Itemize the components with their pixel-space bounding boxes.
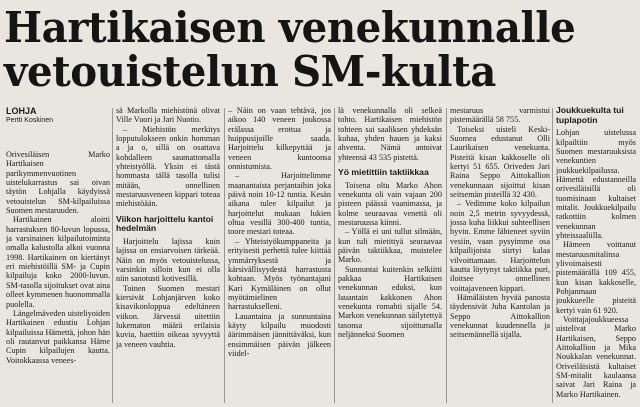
paragraph: Toisena oltu Marko Ahon venekunta oli vain vajaan 200 pisteen päässä vaanimassa, ja kolme seuraavaa venettä oli mestaruussa kiinni. xyxy=(338,180,442,228)
paragraph: Harjoittelu lajissa kuin lajissa on ensiarvoisen tärkeää. Näin on myös vetouistelussa, varsinkin silloin kun ei olla niin sanotusti kotivesillä. xyxy=(116,236,220,284)
paragraph: Sunnuntai kuitenkin selkiitti pakkaa Hartikaisen venekunnan eduksi, kun lauantain kakkonen Ahon venekunta romahti sijalle 54. Markon venekunnan säilytettyä tasonsa sijoittumalla neljänneksi Suomen xyxy=(338,264,442,340)
column-divider xyxy=(334,108,335,403)
paragraph: Hartikainen aloitti harrastuksen 80-luvun lopussa, ja varsinainen kilpailutoiminta omalla kalustolla alkoi vuonna 1998. Hartikainen on kiertänyt eri miehistöillä SM- ja Cupin kilpailuja koko 2000-luvun. SM-tasolla sijoitukset ovat aina olleet kymmenen huonommalla puolella. xyxy=(6,215,110,309)
byline-author: Pertti Koskinen xyxy=(6,117,54,124)
paragraph: – Yhteistyökumppaneita ja erityisesti perhettä tulee kiittää ymmärryksestä ja kärsivällisyydestä harrastusta kohtaan. Myös työnantajani Kari Kymäläinen on ollut myötämielinen harrastukselleni. xyxy=(228,236,331,312)
article-column-4 xyxy=(338,106,442,405)
subheading: Viikon harjoittelu kantoi hedelmän xyxy=(116,213,214,234)
paragraph: – Yöllä ei uni tullut silmään, kun tuli mietittyä seuraavaa päivän taktiikkaa, muistelee Marko. xyxy=(338,227,442,265)
article-column-1 xyxy=(6,150,110,405)
headline-line-1: Hartikaisen venekunnalle xyxy=(4,3,576,52)
headline-line-2: vetouistelun SM-kulta xyxy=(4,47,496,96)
column-divider xyxy=(112,108,113,403)
paragraph: Orivesiläisen Marko Hartikaisen parikymmenvuotinen uistelukarrastus sai oivan täytön Lohjalla käydyissä vetouistelun SM-kilpailuissa Suomen mestaruuden. xyxy=(6,150,110,216)
paragraph: Toinen Suomen mestari kiersivät Lohjanjärven koko kisavikonloppua edeltäneen viikon. Järvessä uitettiin lukematon määrä erilaisia kuvia, haettiin oikeaa syvyyttä ja veneen vauhtia. xyxy=(116,283,220,349)
paragraph: sä Markolla miehistönä olivat Ville Vuori ja Jari Nuotio. xyxy=(116,106,220,125)
headline xyxy=(4,3,609,96)
paragraph: lä venekunnalla oli selkeä tohto. Hartikaisen miehistön tohteen sai saaliksen yhdeksän kuhaa, yhden hauen ja kaksi ahventa. Nämä antoivat yhteensä 43 535 pistettä. xyxy=(338,106,442,162)
paragraph: Lauantaina ja sunnuntaina käyty kilpailu muodosti äärimmäisen jännittäväksi, kun ensimmäisen päivän jälkeen viidel- xyxy=(228,311,331,358)
article-column-2 xyxy=(116,106,220,405)
article-column-3 xyxy=(228,106,331,405)
paragraph: – Miehistön merkitys lopputulokseen onkin homman a ja o, sillä on osattava kohdalleen saumattomalla yhteistyöllä. Yksin ei tästä hommasta tällä tasolla tulisi mitään, onnellinen mestaruusveneen kippari toteaa miehistöään. xyxy=(116,124,220,209)
byline xyxy=(6,106,110,124)
paragraph: Voittajajoukkueessa uistelivat Marko Hartikaisen, Seppo Aittokallion ja Mika Noukkalan venekunnat. Oriveiläisistä kultaiset SM-mitalit kaulaansa saivat Jari Raina ja Marko Hartikainen. xyxy=(556,315,636,399)
subheading: Yö mietittiin taktiikkaa xyxy=(338,167,429,178)
paragraph: – Näin on vaan tehtävä, jos aikoo 140 veneen joukossa erälassa erottua ja huippusijoille saada. Harjoittelu kilkepyttää ja veneen kuntoonsa onnistumista. xyxy=(228,106,331,172)
article-column-5 xyxy=(450,106,550,405)
column-divider xyxy=(446,108,447,403)
paragraph: Lohjan uistelussa kilpailtiin myös Suomen mestaruuksista venekuntien joukkuekilpailussa. Hämettä edustanneilla orivesiläisillä oli tuomisinaan kultaiset mitalit. Joukkuekilpailu ratkottiin kolmen venekunnan yhteissaaliilla. xyxy=(556,128,636,240)
paragraph: – Vedimme koko kilpailun noin 2,5 metrin syvyydessä, jossa kuha liikkui suhteellisen hyvin. Emme lähteneet syviin vesiin, vaan pysyimme osa kilpailijoista siirtyi kalaa vilvoittamaan. Harjoittelun kautta löytynyt taktiikka puri, iloitsee onnellinen voittajaveneen kippari. xyxy=(450,199,550,293)
paragraph: Hämäläisten hyvää panosta täydensivät Juha Kantolan ja Seppo Aittokallion venekunnat kuudennella ja seitsemännellä sijalla. xyxy=(450,292,550,340)
column-divider xyxy=(552,108,553,403)
paragraph: Toiseksi uisteli Keski-Suomea edustanut Olli Laurikaisen venekunta. Pisteitä kisan kakkoselle oli kertyi 51 655. Oriveden Jari Raina Seppo Aittokallion venekunnaan sijoittui kisan seitsemän pisteillä 32 430. xyxy=(450,124,550,200)
paragraph: – Harjoittelimme maanantaista perjantaihin joka päivä noin 10-12 tuntia. Kesän aikana tulee kilpailut ja harjoittelut mukaan lukien oltua vesillä 300-400 tuntia, toore mestari toteaa. xyxy=(228,171,331,237)
article-column-6 xyxy=(556,106,636,405)
paragraph: mestaruus varmistui pistemäärällä 58 755. xyxy=(450,106,550,125)
paragraph: Hämeen voittanut mestaruusmitalinsa ylivoimaisesti pistemäärällä 109 455, kun kisan kakkoselle, Pohjanmaan joukkueelle pisteitä kertyi vain 61 920. xyxy=(556,240,636,315)
subheading: Joukkuekulta tui tuplapotin xyxy=(556,106,624,125)
paragraph: Längelmäveden uisteliyoiden Hartikainen edustiu Lohjan kilpailuissa Hämettä, johon hän oli rautanvut paikkansa Häme Cupin kilpailujen kautta. Voitokkaassa venees- xyxy=(6,308,110,365)
byline-place: LOHJA xyxy=(6,106,37,116)
column-divider xyxy=(224,108,225,403)
